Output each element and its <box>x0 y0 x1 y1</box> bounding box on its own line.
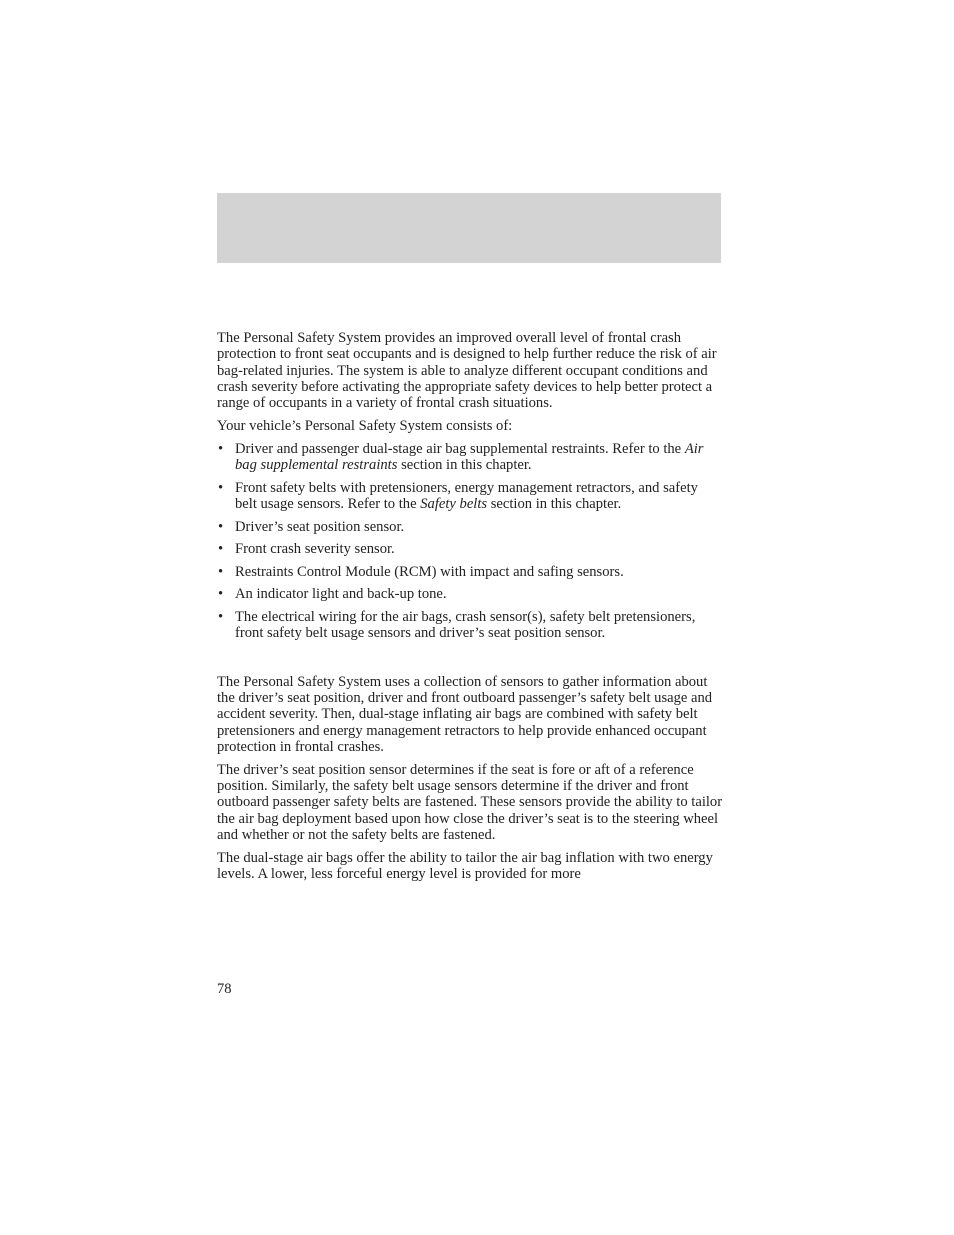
page-number: 78 <box>217 981 232 997</box>
list-item: • The electrical wiring for the air bags, crash sensor(s), safety belt pretensioners, front safety belt usage sensors and driver’s seat position sensor. <box>218 608 696 642</box>
list-item: • Front crash severity sensor. <box>218 541 395 558</box>
consists-of-paragraph: Your vehicle’s Personal Safety System consists of: <box>217 417 513 434</box>
intro-paragraph: The Personal Safety System provides an improved overall level of frontal crash protection to front seat occupants and is designed to help further reduce the risk of air bag-related injuries. The system is able to analyze different occupant conditions and crash severity before activating the appropriate safety devices to help better protect a range of occupants in a variety of frontal crash situations. <box>217 330 717 412</box>
section-gap <box>217 648 723 674</box>
bullet: • <box>218 479 224 496</box>
bullet: • <box>218 563 224 580</box>
bullet: • <box>218 541 224 558</box>
operation-paragraph-2: The driver’s seat position sensor determines if the seat is fore or aft of a reference position. Similarly, the safety belt usage sensors determine if the driver and front outboard passenger safety belts are fastened. These sensors provide the ability to tailor the air bag deployment based upon how close the driver’s seat is to the steering wheel and whether or not the safety belts are fastened. <box>217 761 723 843</box>
bullet: • <box>218 440 224 457</box>
components-list <box>217 441 723 642</box>
bullet: • <box>218 586 224 603</box>
bullet: • <box>218 608 224 625</box>
list-item: • Driver’s seat position sensor. <box>218 518 405 535</box>
page-content <box>217 330 723 889</box>
list-item: • Front safety belts with pretensioners, energy management retractors, and safety belt usage sensors. Refer to the Safety belts section in this chapter. <box>218 479 698 512</box>
bullet: • <box>218 518 224 535</box>
cross-reference: Air bag supplemental restraints <box>235 440 704 474</box>
cross-reference: Safety belts <box>420 495 488 512</box>
list-item: • Driver and passenger dual-stage air bag supplemental restraints. Refer to the Air bag supplemental restraints section in this chapter. <box>218 440 704 474</box>
chapter-header-band <box>217 193 721 263</box>
operation-paragraph-1: The Personal Safety System uses a collection of sensors to gather information about the driver’s seat position, driver and front outboard passenger’s safety belt usage and accident severity. Then, dual-stage inflating air bags are combined with safety belt pretensioners and energy management retractors to help provide enhanced occupant protection in frontal crashes. <box>217 673 713 756</box>
list-item: • An indicator light and back-up tone. <box>218 586 447 603</box>
list-item: • Restraints Control Module (RCM) with impact and safing sensors. <box>218 563 624 580</box>
operation-paragraph-3: The dual-stage air bags offer the ability to tailor the air bag inflation with two energy levels. A lower, less forceful energy level is provided for more <box>217 849 713 883</box>
